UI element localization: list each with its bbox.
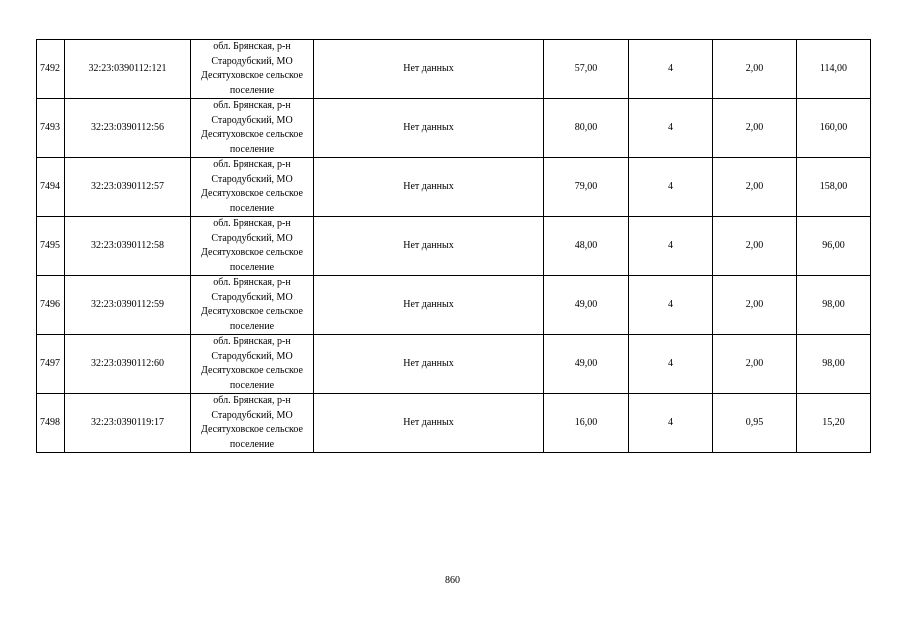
row-number-cell: 7495 xyxy=(37,217,65,276)
row-number-cell: 7493 xyxy=(37,99,65,158)
class-cell: 4 xyxy=(629,40,713,99)
table-row xyxy=(37,276,871,335)
cadastral-number-cell: 32:23:0390112:57 xyxy=(65,158,191,217)
address-cell: обл. Брянская, р-н Стародубский, МО Десятуховское сельское поселение xyxy=(191,276,314,335)
status-cell: Нет данных xyxy=(314,276,544,335)
table-row xyxy=(37,40,871,99)
total-cell: 15,20 xyxy=(797,394,871,453)
area-cell: 80,00 xyxy=(544,99,629,158)
row-number-cell: 7492 xyxy=(37,40,65,99)
address-cell: обл. Брянская, р-н Стародубский, МО Десятуховское сельское поселение xyxy=(191,158,314,217)
area-cell: 48,00 xyxy=(544,217,629,276)
class-cell: 4 xyxy=(629,276,713,335)
address-cell: обл. Брянская, р-н Стародубский, МО Десятуховское сельское поселение xyxy=(191,99,314,158)
class-cell: 4 xyxy=(629,394,713,453)
status-cell: Нет данных xyxy=(314,217,544,276)
address-cell: обл. Брянская, р-н Стародубский, МО Десятуховское сельское поселение xyxy=(191,335,314,394)
area-cell: 57,00 xyxy=(544,40,629,99)
table-row xyxy=(37,99,871,158)
status-cell: Нет данных xyxy=(314,99,544,158)
total-cell: 98,00 xyxy=(797,276,871,335)
total-cell: 96,00 xyxy=(797,217,871,276)
total-cell: 158,00 xyxy=(797,158,871,217)
address-cell: обл. Брянская, р-н Стародубский, МО Десятуховское сельское поселение xyxy=(191,394,314,453)
row-number-cell: 7498 xyxy=(37,394,65,453)
address-cell: обл. Брянская, р-н Стародубский, МО Десятуховское сельское поселение xyxy=(191,40,314,99)
table-row xyxy=(37,217,871,276)
rate-cell: 0,95 xyxy=(713,394,797,453)
rate-cell: 2,00 xyxy=(713,158,797,217)
status-cell: Нет данных xyxy=(314,158,544,217)
total-cell: 160,00 xyxy=(797,99,871,158)
address-cell: обл. Брянская, р-н Стародубский, МО Десятуховское сельское поселение xyxy=(191,217,314,276)
class-cell: 4 xyxy=(629,335,713,394)
rate-cell: 2,00 xyxy=(713,99,797,158)
rate-cell: 2,00 xyxy=(713,40,797,99)
area-cell: 49,00 xyxy=(544,276,629,335)
cadastral-number-cell: 32:23:0390112:59 xyxy=(65,276,191,335)
area-cell: 16,00 xyxy=(544,394,629,453)
cadastral-number-cell: 32:23:0390112:56 xyxy=(65,99,191,158)
rate-cell: 2,00 xyxy=(713,335,797,394)
rate-cell: 2,00 xyxy=(713,217,797,276)
status-cell: Нет данных xyxy=(314,335,544,394)
table-row xyxy=(37,158,871,217)
total-cell: 98,00 xyxy=(797,335,871,394)
area-cell: 49,00 xyxy=(544,335,629,394)
status-cell: Нет данных xyxy=(314,394,544,453)
cadastral-number-cell: 32:23:0390112:58 xyxy=(65,217,191,276)
cadastral-number-cell: 32:23:0390112:121 xyxy=(65,40,191,99)
rate-cell: 2,00 xyxy=(713,276,797,335)
row-number-cell: 7496 xyxy=(37,276,65,335)
row-number-cell: 7494 xyxy=(37,158,65,217)
class-cell: 4 xyxy=(629,217,713,276)
total-cell: 114,00 xyxy=(797,40,871,99)
row-number-cell: 7497 xyxy=(37,335,65,394)
area-cell: 79,00 xyxy=(544,158,629,217)
cadastral-number-cell: 32:23:0390119:17 xyxy=(65,394,191,453)
table-row xyxy=(37,394,871,453)
page-number: 860 xyxy=(445,575,460,586)
table-body xyxy=(37,40,871,453)
class-cell: 4 xyxy=(629,99,713,158)
land-plots-table xyxy=(36,39,871,453)
class-cell: 4 xyxy=(629,158,713,217)
cadastral-number-cell: 32:23:0390112:60 xyxy=(65,335,191,394)
status-cell: Нет данных xyxy=(314,40,544,99)
table-row xyxy=(37,335,871,394)
